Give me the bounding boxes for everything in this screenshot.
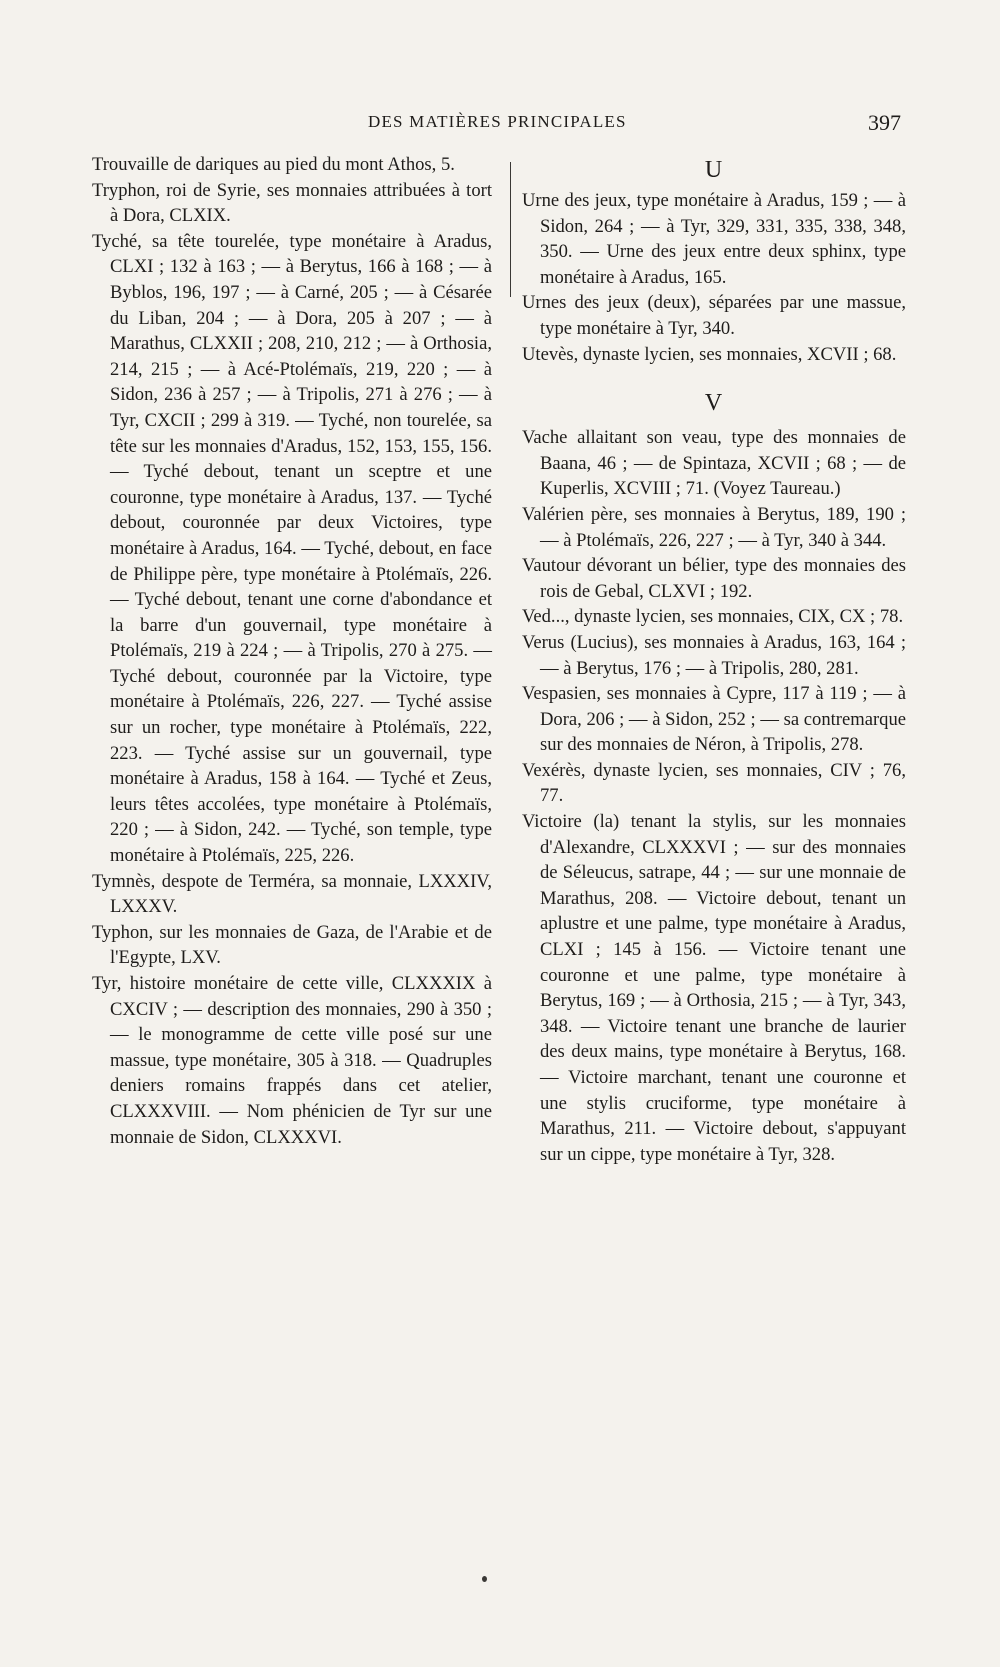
right-column <box>522 152 906 1167</box>
index-entry-vexeres: Vexérès, dynaste lycien, ses monnaies, CIV ; 76, 77. <box>522 759 906 807</box>
left-column <box>92 152 492 1150</box>
page-number: 397 <box>868 110 901 135</box>
index-entry-ved: Ved..., dynaste lycien, ses monnaies, CIX, CX ; 78. <box>522 606 904 628</box>
index-entry-victoire: Victoire (la) tenant la stylis, sur les monnaies d'Alexandre, CLXXXVI ; — sur des monnaies de Séleucus, satrape, 44 ; — sur une monnaie de Marathus, 208. — Victoire debout, tenant un aplustre et une palme, type monétaire à Aradus, CLXI ; 145 à 156. — Victoire tenant une couronne et une palme, type monétaire à Berytus, 169 ; — à Orthosia, 215 ; — à Tyr, 343, 348. — Victoire tenant une branche de laurier des deux mains, type monétaire à Berytus, 168. — Victoire marchant, tenant une couronne et une stylis cruciforme, type monétaire à Marathus, 211. — Victoire debout, s'appuyant sur un cippe, type monétaire à Tyr, 328. <box>522 811 906 1165</box>
index-entry-urne: Urne des jeux, type monétaire à Aradus, 159 ; — à Sidon, 264 ; — à Tyr, 329, 331, 335, 338, 348, 350. — Urne des jeux entre deux sphinx, type monétaire à Aradus, 165. <box>522 190 906 288</box>
running-title: DES MATIÈRES PRINCIPALES <box>368 112 627 131</box>
index-entry-vespasien: Vespasien, ses monnaies à Cypre, 117 à 119 ; — à Dora, 206 ; — à Sidon, 252 ; — sa contremarque sur des monnaies de Néron, à Tripolis, 278. <box>522 683 906 756</box>
printer-dot <box>482 1576 487 1582</box>
index-entry-urnes: Urnes des jeux (deux), séparées par une massue, type monétaire à Tyr, 340. <box>522 292 906 339</box>
section-letter-v: V <box>704 390 724 417</box>
index-entry-uteves: Utevès, dynaste lycien, ses monnaies, XCVII ; 68. <box>522 343 897 365</box>
index-entry-valerien: Valérien père, ses monnaies à Berytus, 189, 190 ; — à Ptolémaïs, 226, 227 ; — à Tyr, 340 à 344. <box>522 503 906 551</box>
index-entry-vautour: Vautour dévorant un bélier, type des monnaies des rois de Gebal, CLXVI ; 192. <box>522 555 906 602</box>
column-divider <box>510 162 511 297</box>
index-entry-typhon: Typhon, sur les monnaies de Gaza, de l'Arabie et de l'Egypte, LXV. <box>92 921 492 969</box>
index-entry-tyche: Tyché, sa tête tourelée, type monétaire à Aradus, CLXI ; 132 à 163 ; — à Berytus, 166 à 168 ; — à Byblos, 196, 197 ; — à Carné, 205 ; — à Césarée du Liban, 204 ; — à Dora, 205 à 207 ; — à Marathus, CLXXII ; 208, 210, 212 ; — à Orthosia, 214, 215 ; — à Acé-Ptolémaïs, 219, 220 ; — à Sidon, 236 à 257 ; — à Tripolis, 271 à 276 ; — à Tyr, CXCII ; 299 à 319. — Tyché, non tourelée, sa tête sur les monnaies d'Aradus, 152, 153, 155, 156. — Tyché debout, tenant un sceptre et une couronne, type monétaire à Aradus, 137. — Tyché debout, couronnée par deux Victoires, type monétaire à Aradus, 164. — Tyché, debout, en face de Philippe père, type monétaire à Ptolémaïs, 226. — Tyché debout, tenant une corne d'abondance et la barre d'un gouvernail, type monétaire à Ptolémaïs, 219 à 224 ; — à Tripolis, 270 à 275. — Tyché debout, couronnée par la Victoire, type monétaire à Ptolémaïs, 226, 227. — Tyché assise sur un rocher, type monétaire à Ptolémaïs, 222, 223. — Tyché assise sur un gouvernail, type monétaire à Aradus, 158 à 164. — Tyché et Zeus, leurs têtes accolées, type monétaire à Ptolémaïs, 220 ; — à Sidon, 242. — Tyché, son temple, type monétaire à Ptolémaïs, 225, 226. <box>92 230 492 867</box>
index-entry-trouvaille: Trouvaille de dariques au pied du mont Athos, 5. <box>92 154 455 175</box>
index-entry-vache: Vache allaitant son veau, type des monnaies de Baana, 46 ; — de Spintaza, XCVII ; 68 ; — de Kuperlis, XCVIII ; 71. (Voyez Taureau.) <box>522 427 906 500</box>
section-letter-u: U <box>704 157 724 183</box>
index-entry-tyr: Tyr, histoire monétaire de cette ville, CLXXXIX à CXCIV ; — description des monnaies, 290 à 350 ; — le monogramme de cette ville posé sur une massue, type monétaire, 305 à 318. — Quadruples deniers romains frappés dans cet atelier, CLXXXVIII. — Nom phénicien de Tyr sur une monnaie de Sidon, CLXXXVI. <box>92 973 492 1148</box>
index-entry-tymnes: Tymnès, despote de Terméra, sa monnaie, LXXXIV, LXXXV. <box>92 870 492 918</box>
index-entry-verus: Verus (Lucius), ses monnaies à Aradus, 163, 164 ; — à Berytus, 176 ; — à Tripolis, 280, 281. <box>522 631 906 679</box>
page-header <box>0 112 1000 142</box>
index-entry-tryphon: Tryphon, roi de Syrie, ses monnaies attribuées à tort à Dora, CLXIX. <box>92 179 492 227</box>
